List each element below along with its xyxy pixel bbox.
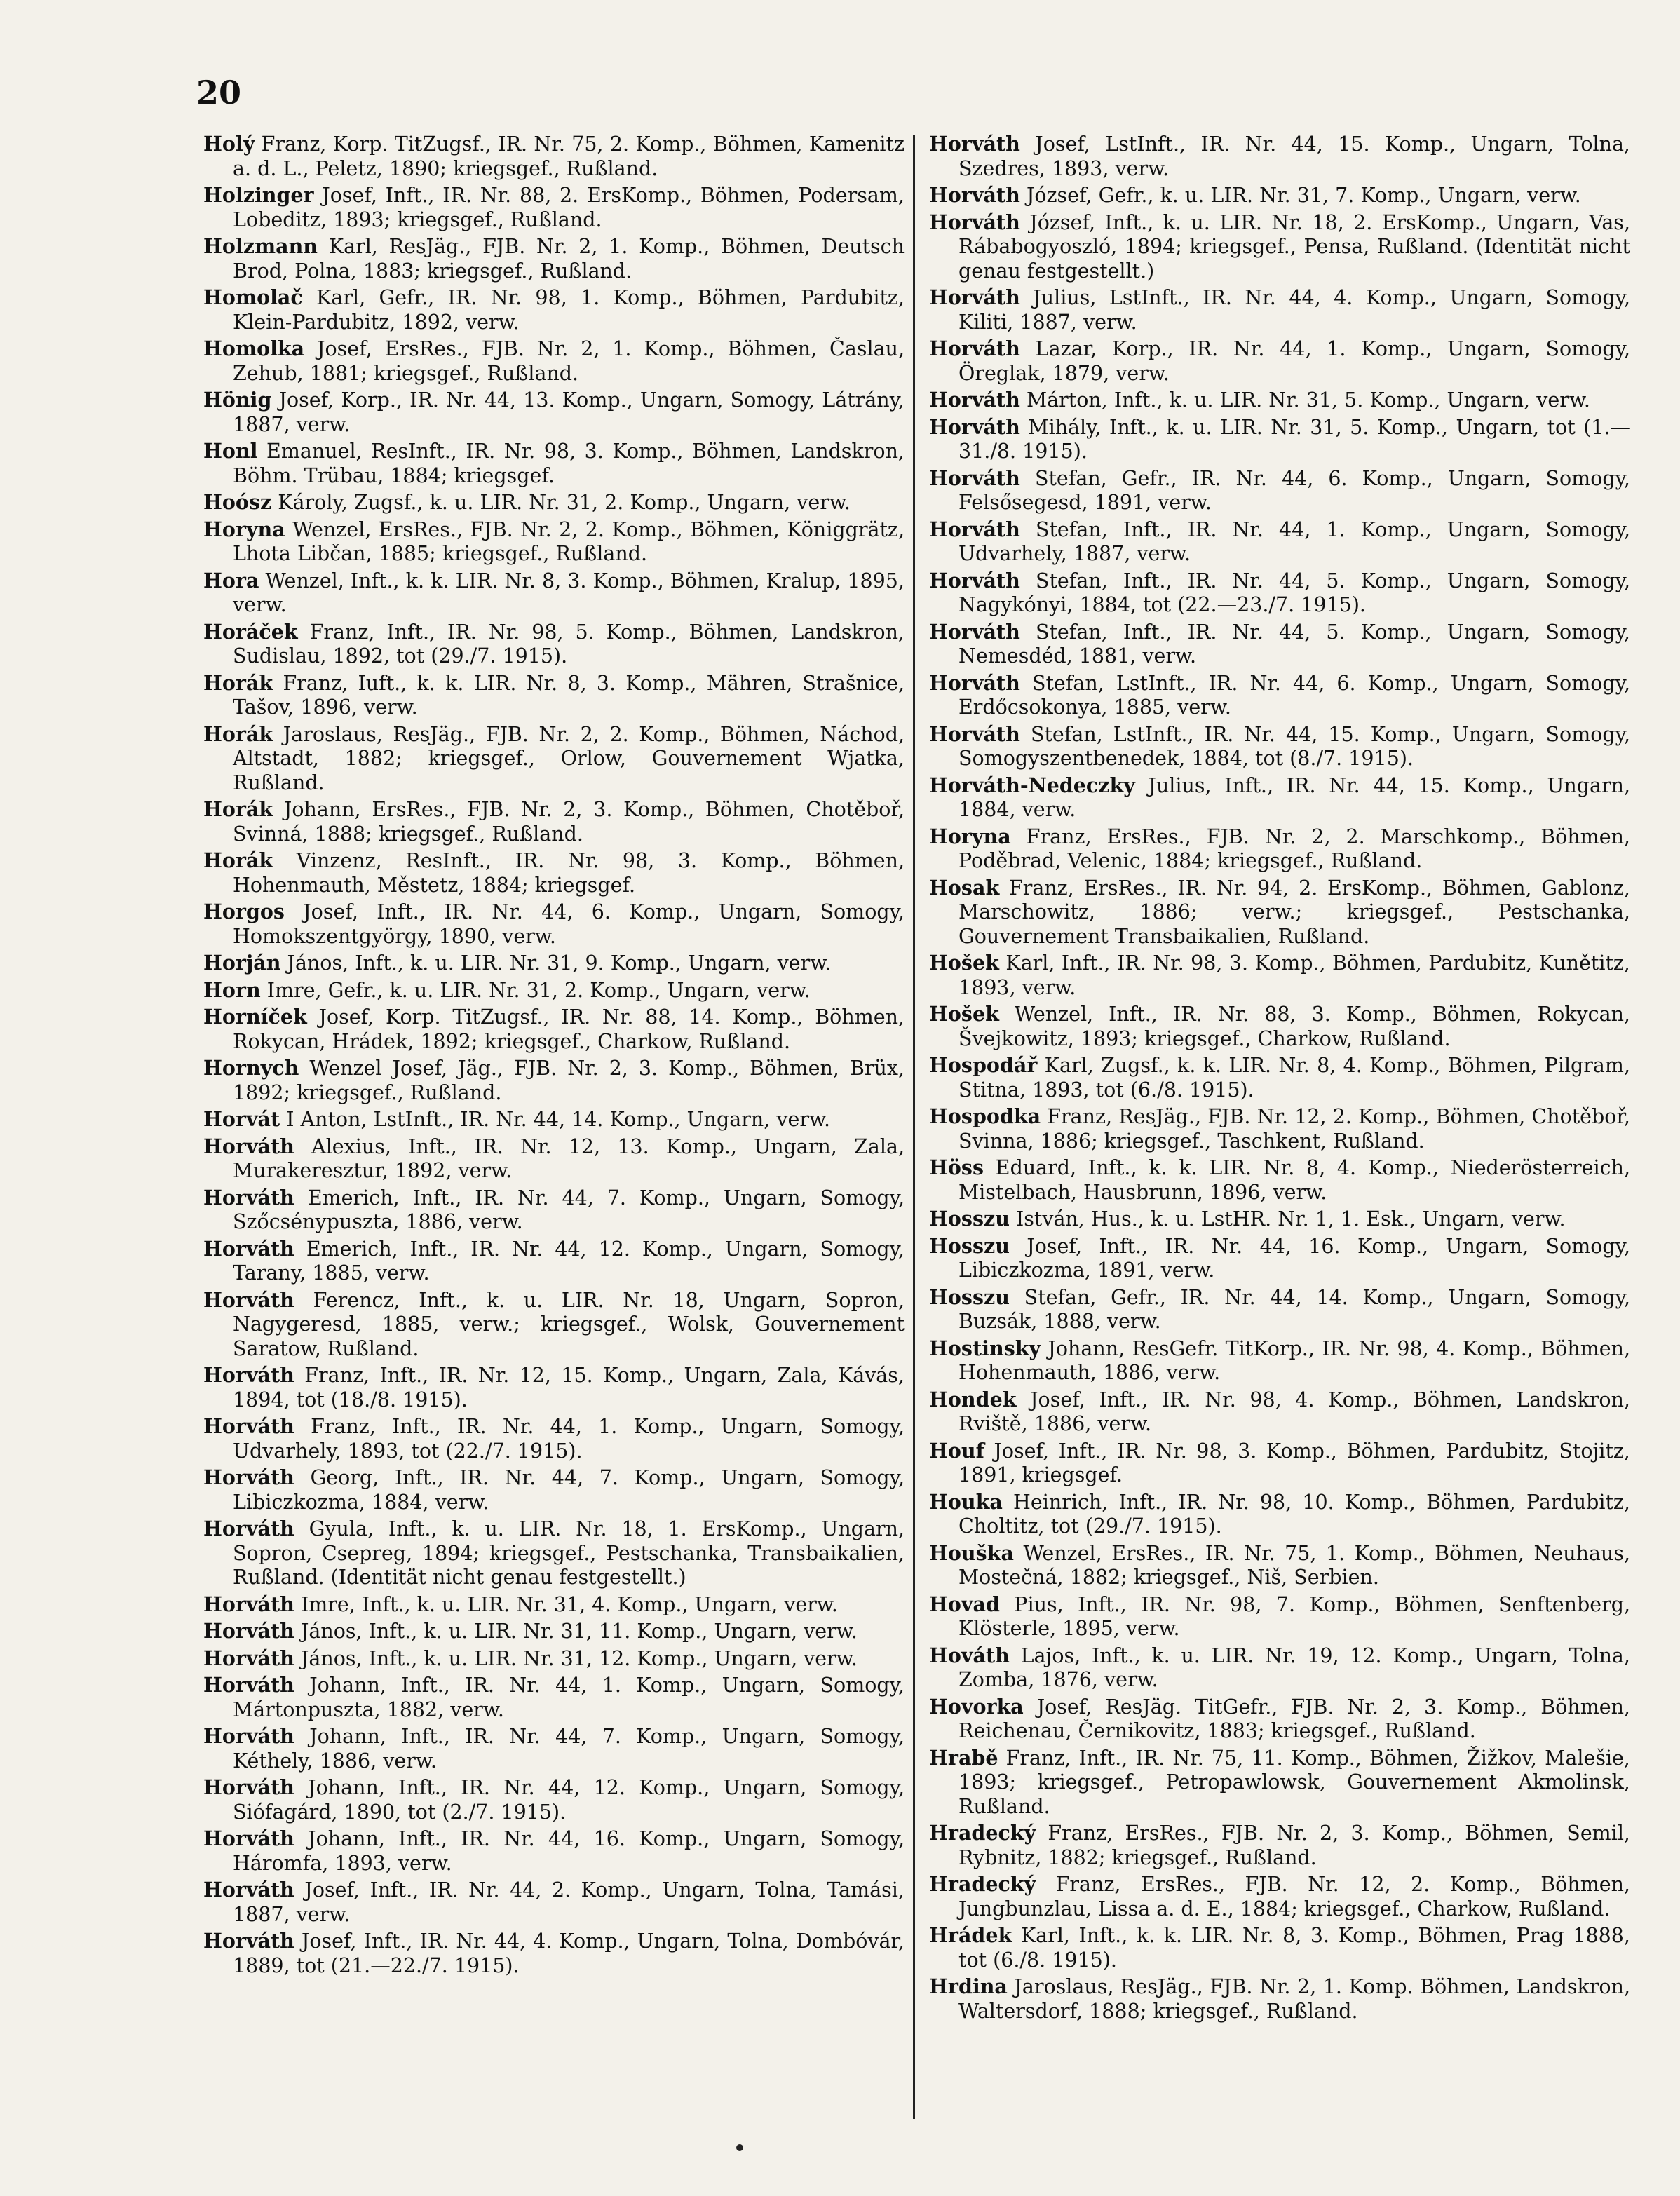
- entry-details: Emerich, Inft., IR. Nr. 44, 7. Komp., Ungarn, Somogy, Szőcsénypuszta, 1886, verw.: [233, 1186, 905, 1233]
- entry-surname: Horyna: [203, 517, 285, 541]
- entry-details: Wenzel, ErsRes., FJB. Nr. 2, 2. Komp., Böhmen, Königgrätz, Lhota Libčan, 1885; kriegsgef., Rußland.: [233, 517, 905, 565]
- register-entry: [203, 1186, 905, 1235]
- register-entry: [203, 848, 905, 897]
- entry-details: Julius, LstInft., IR. Nr. 44, 4. Komp., Ungarn, Somogy, Kiliti, 1887, verw.: [958, 286, 1630, 334]
- register-entry: [203, 1592, 905, 1618]
- right-column: [929, 132, 1630, 2026]
- entry-details: Josef, LstInft., IR. Nr. 44, 15. Komp., Ungarn, Tolna, Szedres, 1893, verw.: [958, 133, 1630, 180]
- entry-surname: Horváth: [929, 568, 1020, 592]
- entry-surname: Horgos: [203, 900, 285, 923]
- entry-surname: Horváth: [203, 1775, 294, 1799]
- entry-details: Wenzel, Inft., IR. Nr. 88, 3. Komp., Böhmen, Rokycan, Švejkowitz, 1893; kriegsgef., Charkow, Rußland.: [958, 1003, 1630, 1050]
- entry-surname: Horváth: [929, 517, 1020, 541]
- entry-surname: Holzinger: [203, 183, 314, 207]
- entry-surname: Hováth: [929, 1643, 1010, 1667]
- entry-details: Stefan, Gefr., IR. Nr. 44, 14. Komp., Ungarn, Somogy, Buzsák, 1888, verw.: [958, 1285, 1631, 1333]
- entry-surname: Hrabě: [929, 1745, 998, 1770]
- register-entry: [203, 569, 905, 618]
- entry-surname: Horváth: [929, 183, 1020, 207]
- register-entry: [203, 183, 905, 232]
- entry-details: Franz, ErsRes., FJB. Nr. 12, 2. Komp., Böhmen, Jungbunzlau, Lissa a. d. E., 1884; kriegsgef., Charkow, Rußland.: [958, 1873, 1630, 1920]
- entry-details: Stefan, Inft., IR. Nr. 44, 5. Komp., Ungarn, Somogy, Nemesdéd, 1881, verw.: [958, 620, 1631, 667]
- register-entry: [203, 1646, 905, 1672]
- entry-details: Julius, Inft., IR. Nr. 44, 15. Komp., Ungarn, 1884, verw.: [958, 773, 1630, 821]
- entry-details: Josef, Inft., IR. Nr. 44, 2. Komp., Ungarn, Tolna, Tamási, 1887, verw.: [233, 1878, 905, 1926]
- register-entry: [929, 210, 1630, 284]
- register-entry: [203, 1724, 905, 1773]
- page-number: 20: [196, 74, 242, 111]
- register-entry: [929, 1643, 1630, 1693]
- entry-details: Georg, Inft., IR. Nr. 44, 7. Komp., Ungarn, Somogy, Libiczkozma, 1884, verw.: [233, 1466, 905, 1514]
- register-entry: [929, 876, 1630, 949]
- entry-details: János, Inft., k. u. LIR. Nr. 31, 11. Komp., Ungarn, verw.: [300, 1620, 858, 1643]
- register-entry: [929, 1155, 1630, 1205]
- entry-details: Franz, ErsRes., IR. Nr. 94, 2. ErsKomp., Böhmen, Gablonz, Marschowitz, 1886; verw.; kriegsgef., Pestschanka, Gouvernement Transbaikalien, Rußland.: [958, 876, 1631, 948]
- register-entry: [929, 1592, 1630, 1641]
- entry-details: Mihály, Inft., k. u. LIR. Nr. 31, 5. Komp., Ungarn, tot (1.—31./8. 1915).: [958, 415, 1630, 463]
- entry-surname: Hospodář: [929, 1053, 1038, 1077]
- register-entry: [203, 1107, 905, 1132]
- entry-details: Károly, Zugsf., k. u. LIR. Nr. 31, 2. Komp., Ungarn, verw.: [278, 491, 851, 514]
- register-entry: [203, 285, 905, 334]
- register-entry: [203, 1826, 905, 1876]
- register-entry: [929, 285, 1630, 334]
- entry-surname: Hrdina: [929, 1974, 1008, 1998]
- entry-surname: Houf: [929, 1438, 984, 1463]
- register-entry: [929, 1053, 1630, 1102]
- register-entry: [929, 1104, 1630, 1153]
- entry-details: Josef, ErsRes., FJB. Nr. 2, 1. Komp., Böhmen, Časlau, Zehub, 1881; kriegsgef., Rußland.: [233, 337, 905, 385]
- register-entry: [203, 1414, 905, 1463]
- entry-surname: Hosszu: [929, 1285, 1010, 1309]
- entry-surname: Hošek: [929, 951, 999, 975]
- entry-surname: Hostinsky: [929, 1336, 1041, 1360]
- entry-surname: Hornych: [203, 1056, 299, 1080]
- entry-details: Franz, ErsRes., FJB. Nr. 2, 2. Marschkomp., Böhmen, Poděbrad, Velenic, 1884; kriegsgef., Rußland.: [958, 825, 1630, 872]
- column-divider: [913, 135, 915, 2119]
- entry-details: Gyula, Inft., k. u. LIR. Nr. 18, 1. ErsKomp., Ungarn, Sopron, Csepreg, 1894; kriegsgef., Pestschanka, Transbaikalien, Rußland. (Identität nicht genau festgestellt.): [233, 1517, 905, 1589]
- entry-surname: Horváth: [929, 388, 1020, 412]
- entry-surname: Horváth: [929, 285, 1020, 309]
- entry-surname: Horák: [203, 721, 273, 746]
- entry-details: Pius, Inft., IR. Nr. 98, 7. Komp., Böhmen, Senftenberg, Klösterle, 1895, verw.: [958, 1592, 1630, 1640]
- register-entry: [203, 722, 905, 796]
- register-entry: [929, 671, 1630, 720]
- register-entry: [929, 1541, 1630, 1590]
- entry-details: Wenzel, ErsRes., IR. Nr. 75, 1. Komp., Böhmen, Neuhaus, Mostečná, 1882; kriegsgef., Niš, Serbien.: [958, 1541, 1630, 1589]
- entry-details: Josef, ResJäg. TitGefr., FJB. Nr. 2, 3. Komp., Böhmen, Reichenau, Černikovitz, 1883; kriegsgef., Rußland.: [958, 1695, 1631, 1742]
- entry-surname: Hosak: [929, 875, 1000, 900]
- entry-details: Wenzel, Inft., k. k. LIR. Nr. 8, 3. Komp., Böhmen, Kralup, 1895, verw.: [233, 569, 905, 616]
- entry-details: Emanuel, ResInft., IR. Nr. 98, 3. Komp., Böhmen, Landskron, Böhm. Trübau, 1884; kriegsgef.: [233, 440, 905, 487]
- entry-details: Karl, Gefr., IR. Nr. 98, 1. Komp., Böhmen, Pardubitz, Klein-Pardubitz, 1892, verw.: [233, 286, 905, 334]
- entry-details: Imre, Gefr., k. u. LIR. Nr. 31, 2. Komp., Ungarn, verw.: [266, 978, 811, 1002]
- entry-surname: Horáček: [203, 619, 298, 644]
- entry-surname: Horváth: [203, 1414, 294, 1438]
- entry-surname: Holý: [203, 132, 255, 156]
- register-entry: [203, 1363, 905, 1412]
- register-entry: [929, 1285, 1630, 1334]
- footer-dot: [736, 2144, 743, 2151]
- entry-details: Franz, Inft., IR. Nr. 98, 5. Komp., Böhmen, Landskron, Sudislau, 1892, tot (29./7. 1915).: [233, 620, 905, 667]
- entry-surname: Horján: [203, 951, 281, 975]
- register-entry: [203, 1134, 905, 1184]
- entry-surname: Holzmann: [203, 234, 318, 258]
- entry-details: Ferencz, Inft., k. u. LIR. Nr. 18, Ungarn, Sopron, Nagygeresd, 1885, verw.; kriegsgef., Wolsk, Gouvernement Saratow, Rußland.: [233, 1288, 905, 1360]
- register-entry: [929, 1923, 1630, 1972]
- entry-surname: Höss: [929, 1155, 984, 1179]
- register-entry: [929, 569, 1630, 618]
- entry-details: Johann, Inft., IR. Nr. 44, 7. Komp., Ungarn, Somogy, Kéthely, 1886, verw.: [233, 1725, 905, 1773]
- entry-surname: Horváth: [203, 1878, 294, 1902]
- register-entry: [203, 1619, 905, 1644]
- entry-surname: Hoósz: [203, 490, 272, 514]
- entry-surname: Horváth: [203, 1134, 294, 1158]
- register-entry: [203, 234, 905, 283]
- entry-surname: Horváth: [203, 1592, 294, 1616]
- register-entry: [203, 132, 905, 181]
- entry-details: Emerich, Inft., IR. Nr. 44, 12. Komp., Ungarn, Somogy, Tarany, 1885, verw.: [233, 1237, 905, 1285]
- entry-surname: Horváth: [203, 1287, 294, 1312]
- entry-surname: Hovad: [929, 1592, 1000, 1616]
- entry-details: Heinrich, Inft., IR. Nr. 98, 10. Komp., Böhmen, Pardubitz, Choltitz, tot (29./7. 1915).: [958, 1490, 1630, 1538]
- entry-details: József, Inft., k. u. LIR. Nr. 18, 2. ErsKomp., Ungarn, Vas, Rábabogyoszló, 1894; kriegsgef., Pensa, Rußland. (Identität nicht genau festgestellt.): [958, 210, 1630, 283]
- entry-details: Johann, Inft., IR. Nr. 44, 12. Komp., Ungarn, Somogy, Siófagárd, 1890, tot (2./7. 1915).: [233, 1776, 905, 1824]
- register-entry: [929, 1388, 1630, 1437]
- entry-surname: Honl: [203, 439, 258, 463]
- entry-details: Johann, Inft., IR. Nr. 44, 1. Komp., Ungarn, Somogy, Mártonpuszta, 1882, verw.: [233, 1674, 905, 1721]
- entry-surname: Horváth-Nedeczky: [929, 773, 1135, 797]
- entry-details: Josef, Korp. TitZugsf., IR. Nr. 88, 14. Komp., Böhmen, Rokycan, Hrádek, 1892; kriegsgef., Charkow, Rußland.: [233, 1005, 905, 1053]
- entry-details: Eduard, Inft., k. k. LIR. Nr. 8, 4. Komp., Niederösterreich, Mistelbach, Hausbrunn, 1896, verw.: [958, 1156, 1630, 1204]
- register-entry: [929, 388, 1630, 413]
- register-entry: [929, 132, 1630, 181]
- entry-details: Karl, Inft., k. k. LIR. Nr. 8, 3. Komp., Böhmen, Prag 1888, tot (6./8. 1915).: [958, 1924, 1630, 1972]
- entry-surname: Homolka: [203, 337, 305, 360]
- left-column: [203, 132, 905, 1980]
- entry-details: Vinzenz, ResInft., IR. Nr. 98, 3. Komp., Böhmen, Hohenmauth, Městetz, 1884; kriegsgef.: [233, 849, 905, 897]
- entry-details: Josef, Inft., IR. Nr. 98, 3. Komp., Böhmen, Pardubitz, Stojitz, 1891, kriegsgef.: [958, 1439, 1630, 1486]
- entry-details: Franz, Inft., IR. Nr. 44, 1. Komp., Ungarn, Somogy, Udvarhely, 1893, tot (22./7. 1915).: [233, 1415, 905, 1463]
- entry-details: Johann, ErsRes., FJB. Nr. 2, 3. Komp., Böhmen, Chotěboř, Svinná, 1888; kriegsgef., Rußland.: [233, 798, 905, 846]
- entry-surname: Horváth: [203, 1363, 294, 1387]
- register-entry: [203, 1673, 905, 1722]
- entry-details: Franz, Korp. TitZugsf., IR. Nr. 75, 2. Komp., Böhmen, Kamenitz a. d. L., Peletz, 1890; kriegsgef., Rußland.: [233, 133, 905, 180]
- entry-details: Alexius, Inft., IR. Nr. 12, 13. Komp., Ungarn, Zala, Murakeresztur, 1892, verw.: [233, 1134, 905, 1182]
- entry-surname: Horváth: [203, 1185, 294, 1209]
- register-entry: [929, 620, 1630, 669]
- entry-details: Josef, Inft., IR. Nr. 44, 16. Komp., Ungarn, Somogy, Libiczkozma, 1891, verw.: [958, 1234, 1631, 1282]
- entry-surname: Horváth: [203, 1724, 294, 1748]
- register-entry: [203, 978, 905, 1003]
- entry-details: Márton, Inft., k. u. LIR. Nr. 31, 5. Komp., Ungarn, verw.: [1026, 388, 1590, 412]
- register-entry: [203, 1005, 905, 1054]
- register-entry: [929, 773, 1630, 822]
- entry-details: János, Inft., k. u. LIR. Nr. 31, 12. Komp., Ungarn, verw.: [300, 1646, 858, 1670]
- register-entry: [929, 1490, 1630, 1539]
- register-entry: [929, 1746, 1630, 1819]
- entry-details: József, Gefr., k. u. LIR. Nr. 31, 7. Komp., Ungarn, verw.: [1026, 184, 1581, 207]
- entry-details: I Anton, LstInft., IR. Nr. 44, 14. Komp., Ungarn, verw.: [286, 1108, 831, 1131]
- register-entry: [929, 1207, 1630, 1232]
- entry-surname: Horváth: [203, 1619, 294, 1643]
- entry-details: Lazar, Korp., IR. Nr. 44, 1. Komp., Ungarn, Somogy, Öreglak, 1879, verw.: [958, 337, 1631, 385]
- entry-details: Josef, Inft., IR. Nr. 44, 6. Komp., Ungarn, Somogy, Homokszentgyörgy, 1890, verw.: [233, 900, 905, 948]
- entry-surname: Horváth: [929, 414, 1020, 439]
- register-entry: [203, 1288, 905, 1362]
- register-entry: [929, 1002, 1630, 1051]
- entry-surname: Horn: [203, 977, 261, 1002]
- entry-details: Karl, Zugsf., k. k. LIR. Nr. 8, 4. Komp., Böhmen, Pilgram, Stitna, 1893, tot (6./8. 1915).: [958, 1054, 1630, 1102]
- entry-surname: Hovorka: [929, 1694, 1024, 1719]
- register-entry: [929, 825, 1630, 874]
- register-entry: [203, 517, 905, 567]
- register-entry: [203, 1056, 905, 1105]
- entry-surname: Horváth: [203, 1673, 294, 1697]
- register-entry: [929, 722, 1630, 771]
- entry-surname: Hradecký: [929, 1821, 1036, 1845]
- entry-surname: Horák: [203, 797, 273, 821]
- register-entry: [203, 1878, 905, 1927]
- entry-surname: Horníček: [203, 1005, 307, 1029]
- entry-surname: Horváth: [929, 337, 1020, 360]
- entry-surname: Hosszu: [929, 1207, 1010, 1231]
- entry-surname: Hora: [203, 568, 259, 592]
- entry-details: István, Hus., k. u. LstHR. Nr. 1, 1. Esk., Ungarn, verw.: [1016, 1207, 1566, 1231]
- register-entry: [203, 900, 905, 949]
- entry-details: Wenzel Josef, Jäg., FJB. Nr. 2, 3. Komp., Böhmen, Brüx, 1892; kriegsgef., Rußland.: [233, 1057, 905, 1104]
- entry-surname: Horyna: [929, 824, 1011, 848]
- entry-surname: Hönig: [203, 388, 272, 412]
- entry-surname: Horváth: [203, 1236, 294, 1261]
- entry-details: Stefan, LstInft., IR. Nr. 44, 15. Komp., Ungarn, Somogy, Somogyszentbenedek, 1884, tot (8./7. 1915).: [958, 722, 1630, 770]
- entry-surname: Horváth: [929, 619, 1020, 644]
- register-entry: [203, 490, 905, 515]
- entry-surname: Horváth: [203, 1517, 294, 1540]
- entry-surname: Horváth: [203, 1465, 294, 1489]
- register-entry: [929, 415, 1630, 464]
- register-entry: [203, 671, 905, 720]
- register-entry: [929, 1695, 1630, 1744]
- register-entry: [203, 1237, 905, 1286]
- register-entry: [929, 1974, 1630, 2024]
- entry-details: Karl, Inft., IR. Nr. 98, 3. Komp., Böhmen, Pardubitz, Kunětitz, 1893, verw.: [958, 951, 1630, 999]
- entry-surname: Horváth: [929, 670, 1020, 695]
- entry-details: Josef, Inft., IR. Nr. 88, 2. ErsKomp., Böhmen, Podersam, Lobeditz, 1893; kriegsgef., Rußland.: [233, 184, 905, 231]
- entry-details: Stefan, Gefr., IR. Nr. 44, 6. Komp., Ungarn, Somogy, Felsősegesd, 1891, verw.: [958, 466, 1630, 514]
- entry-details: Stefan, LstInft., IR. Nr. 44, 6. Komp., Ungarn, Somogy, Erdőcsokonya, 1885, verw.: [958, 671, 1631, 719]
- entry-surname: Hrádek: [929, 1923, 1012, 1947]
- entry-details: Lajos, Inft., k. u. LIR. Nr. 19, 12. Komp., Ungarn, Tolna, Zomba, 1876, verw.: [958, 1643, 1630, 1691]
- register-entry: [203, 337, 905, 386]
- register-entry: [203, 620, 905, 669]
- entry-details: Karl, ResJäg., FJB. Nr. 2, 1. Komp., Böhmen, Deutsch Brod, Polna, 1883; kriegsgef., Rußland.: [233, 235, 905, 283]
- entry-details: Imre, Inft., k. u. LIR. Nr. 31, 4. Komp., Ungarn, verw.: [300, 1592, 838, 1616]
- entry-surname: Houka: [929, 1489, 1003, 1514]
- entry-surname: Hosszu: [929, 1233, 1010, 1258]
- register-entry: [203, 439, 905, 488]
- register-entry: [203, 1775, 905, 1824]
- entry-surname: Hradecký: [929, 1872, 1036, 1896]
- entry-details: Jaroslaus, ResJäg., FJB. Nr. 2, 1. Komp. Böhmen, Landskron, Waltersdorf, 1888; kriegsgef., Rußland.: [958, 1975, 1631, 2023]
- entry-surname: Horváth: [203, 1929, 294, 1953]
- register-entry: [203, 951, 905, 976]
- entry-surname: Homolač: [203, 285, 303, 309]
- entry-details: Josef, Korp., IR. Nr. 44, 13. Komp., Ungarn, Somogy, Látrány, 1887, verw.: [233, 388, 905, 436]
- entry-surname: Hondek: [929, 1387, 1017, 1411]
- entry-details: Franz, ErsRes., FJB. Nr. 2, 3. Komp., Böhmen, Semil, Rybnitz, 1882; kriegsgef., Rußland.: [958, 1822, 1630, 1869]
- register-entry: [929, 951, 1630, 1000]
- register-entry: [203, 388, 905, 437]
- entry-surname: Horváth: [929, 132, 1020, 156]
- register-entry: [203, 1517, 905, 1590]
- entry-surname: Horvát: [203, 1107, 280, 1131]
- register-entry: [929, 1821, 1630, 1870]
- entry-surname: Horák: [203, 670, 273, 695]
- register-entry: [203, 1465, 905, 1514]
- entry-surname: Horváth: [929, 466, 1020, 490]
- register-entry: [929, 517, 1630, 567]
- entry-details: Johann, Inft., IR. Nr. 44, 16. Komp., Ungarn, Somogy, Háromfa, 1893, verw.: [233, 1827, 905, 1875]
- register-entry: [929, 1234, 1630, 1283]
- entry-surname: Horváth: [203, 1646, 294, 1670]
- register-entry: [929, 1872, 1630, 1921]
- entry-surname: Hošek: [929, 1002, 999, 1026]
- entry-details: Franz, Iuft., k. k. LIR. Nr. 8, 3. Komp., Mähren, Strašnice, Tašov, 1896, verw.: [233, 671, 905, 719]
- entry-surname: Hospodka: [929, 1104, 1041, 1128]
- entry-details: Stefan, Inft., IR. Nr. 44, 5. Komp., Ungarn, Somogy, Nagykónyi, 1884, tot (22.—23./7. 1915).: [958, 569, 1631, 616]
- register-entry: [929, 466, 1630, 515]
- entry-details: Josef, Inft., IR. Nr. 98, 4. Komp., Böhmen, Landskron, Rviště, 1886, verw.: [958, 1388, 1630, 1435]
- entry-details: Stefan, Inft., IR. Nr. 44, 1. Komp., Ungarn, Somogy, Udvarhely, 1887, verw.: [958, 517, 1631, 565]
- entry-details: Franz, Inft., IR. Nr. 75, 11. Komp., Böhmen, Žižkov, Malešie, 1893; kriegsgef., Petropawlowsk, Gouvernement Akmolinsk, Rußland.: [958, 1746, 1630, 1818]
- entry-surname: Houška: [929, 1540, 1014, 1565]
- entry-details: Johann, ResGefr. TitKorp., IR. Nr. 98, 4. Komp., Böhmen, Hohenmauth, 1886, verw.: [958, 1336, 1630, 1384]
- register-entry: [929, 1336, 1630, 1385]
- entry-surname: Horváth: [929, 721, 1020, 746]
- entry-details: János, Inft., k. u. LIR. Nr. 31, 9. Komp., Ungarn, verw.: [287, 951, 832, 975]
- entry-details: Josef, Inft., IR. Nr. 44, 4. Komp., Ungarn, Tolna, Dombóvár, 1889, tot (21.—22./7. 1915).: [233, 1930, 905, 1977]
- entry-details: Franz, Inft., IR. Nr. 12, 15. Komp., Ungarn, Zala, Kávás, 1894, tot (18./8. 1915).: [233, 1364, 905, 1411]
- register-entry: [203, 797, 905, 846]
- register-entry: [929, 1439, 1630, 1488]
- entry-surname: Horváth: [929, 210, 1020, 234]
- entry-details: Franz, ResJäg., FJB. Nr. 12, 2. Komp., Böhmen, Chotěboř, Svinna, 1886; kriegsgef., Taschkent, Rußland.: [958, 1105, 1630, 1153]
- register-entry: [929, 183, 1630, 208]
- entry-surname: Horák: [203, 848, 273, 872]
- entry-details: Jaroslaus, ResJäg., FJB. Nr. 2, 2. Komp., Böhmen, Náchod, Altstadt, 1882; kriegsgef., Orlow, Gouvernement Wjatka, Rußland.: [233, 722, 905, 794]
- entry-surname: Horváth: [203, 1826, 294, 1850]
- register-entry: [929, 337, 1630, 386]
- register-entry: [203, 1929, 905, 1978]
